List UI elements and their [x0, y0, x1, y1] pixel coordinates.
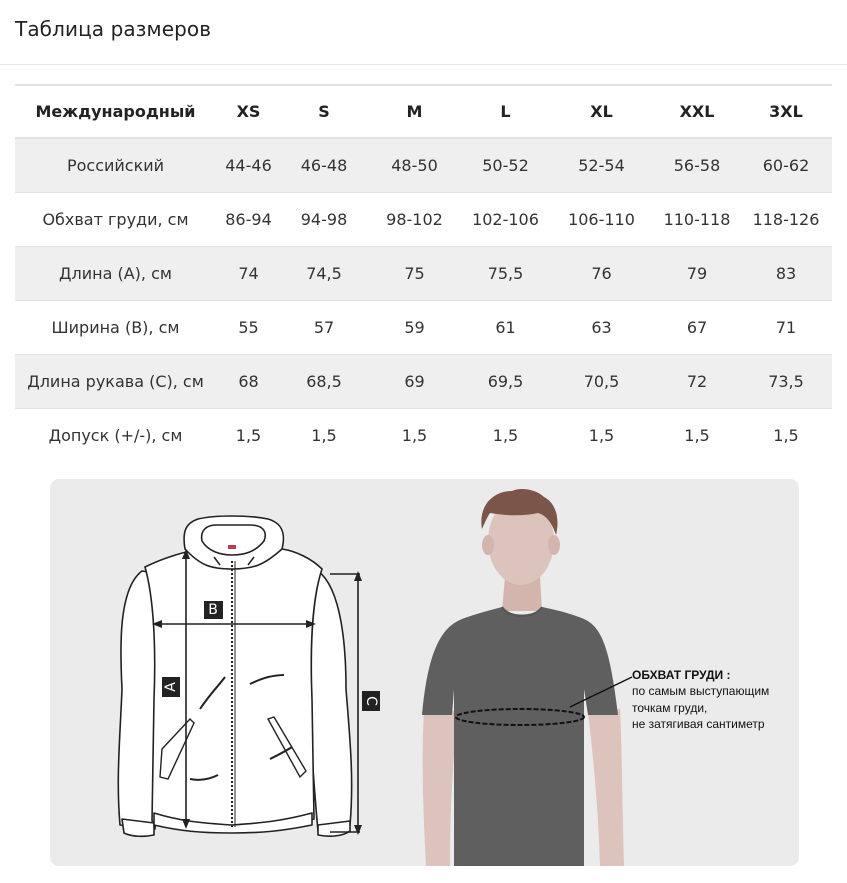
label-a: A: [163, 682, 179, 692]
table-cell: 83: [775, 263, 797, 283]
row-label: Допуск (+/-), см: [48, 425, 183, 445]
table-cell: 59: [404, 317, 425, 337]
table-cell: 1,5: [492, 425, 519, 445]
chest-title: ОБХВАТ ГРУДИ :: [632, 668, 731, 682]
table-cell: 106-110: [568, 209, 635, 229]
table-cell: 72: [686, 371, 708, 391]
table-cell: 71: [775, 317, 797, 337]
table-cell: 73,5: [768, 371, 804, 391]
table-cell: 79: [686, 263, 708, 283]
table-cell: 74: [238, 263, 259, 283]
table-cell: 110-118: [663, 209, 731, 229]
table-cell: 57: [313, 317, 335, 337]
table-cell: 63: [591, 317, 612, 337]
chest-line-2: точкам груди,: [632, 701, 708, 715]
table-cell: 86-94: [225, 209, 272, 229]
header-cell-xs: XS: [216, 85, 281, 138]
table-cell: 68,5: [306, 371, 342, 391]
row-label: Обхват груди, см: [42, 209, 189, 229]
page-title: Таблица размеров: [15, 17, 212, 41]
label-b: B: [208, 602, 218, 618]
table-row: [15, 138, 832, 192]
row-label: Длина рукава (C), см: [27, 371, 204, 391]
table-cell: 67: [686, 317, 708, 337]
table-cell: 1,5: [311, 425, 337, 445]
table-cell: 76: [591, 263, 612, 283]
table-row: [15, 246, 832, 300]
table-cell: 46-48: [300, 155, 348, 175]
table-cell: 1,5: [235, 425, 262, 445]
table-cell: 60-62: [762, 155, 810, 175]
table-cell: 98-102: [386, 209, 443, 229]
table-cell: 75,5: [487, 263, 524, 283]
chest-line-1: по самым выступающим: [632, 684, 770, 698]
size-table: [15, 84, 832, 462]
table-cell: 56-58: [673, 155, 721, 175]
table-cell: 1,5: [401, 425, 428, 445]
table-cell: 69: [404, 371, 425, 391]
table-cell: 102-106: [472, 209, 539, 229]
table-cell: 50-52: [482, 155, 529, 175]
table-cell: 1,5: [588, 425, 615, 445]
table-cell: 68: [238, 371, 259, 391]
page-header: [0, 0, 847, 65]
table-row: [15, 354, 832, 408]
table-cell: 55: [238, 317, 259, 337]
table-cell: 52-54: [578, 155, 625, 175]
table-row: [15, 408, 832, 462]
table-cell: 61: [495, 317, 516, 337]
table-header-row: [15, 85, 832, 138]
table-cell: 48-50: [391, 155, 438, 175]
header-cell-l: L: [462, 85, 549, 138]
table-cell: 70,5: [583, 371, 620, 391]
table-row: [15, 192, 832, 246]
header-cell-international: Международный: [15, 85, 216, 138]
header-cell-xxl: XXL: [654, 85, 740, 138]
header-cell-3xl: 3XL: [740, 85, 832, 138]
table-cell: 74,5: [306, 263, 342, 283]
table-cell: 75: [404, 263, 425, 283]
header-cell-xl: XL: [549, 85, 654, 138]
measurement-illustration: [50, 479, 799, 866]
table-cell: 1,5: [773, 425, 799, 445]
table-cell: 94-98: [300, 209, 348, 229]
table-cell: 1,5: [684, 425, 710, 445]
table-cell: 44-46: [225, 155, 272, 175]
label-c: C: [363, 696, 379, 706]
header-cell-m: M: [367, 85, 462, 138]
row-label: Ширина (B), см: [51, 317, 180, 337]
table-cell: 69,5: [487, 371, 524, 391]
row-label: Длина (A), см: [59, 263, 172, 283]
person-icon: [422, 489, 624, 866]
row-label: Российский: [66, 155, 165, 175]
table-cell: 118-126: [752, 209, 820, 229]
header-cell-s: S: [281, 85, 367, 138]
table-row: [15, 300, 832, 354]
chest-line-3: не затягивая сантиметр: [632, 717, 765, 731]
